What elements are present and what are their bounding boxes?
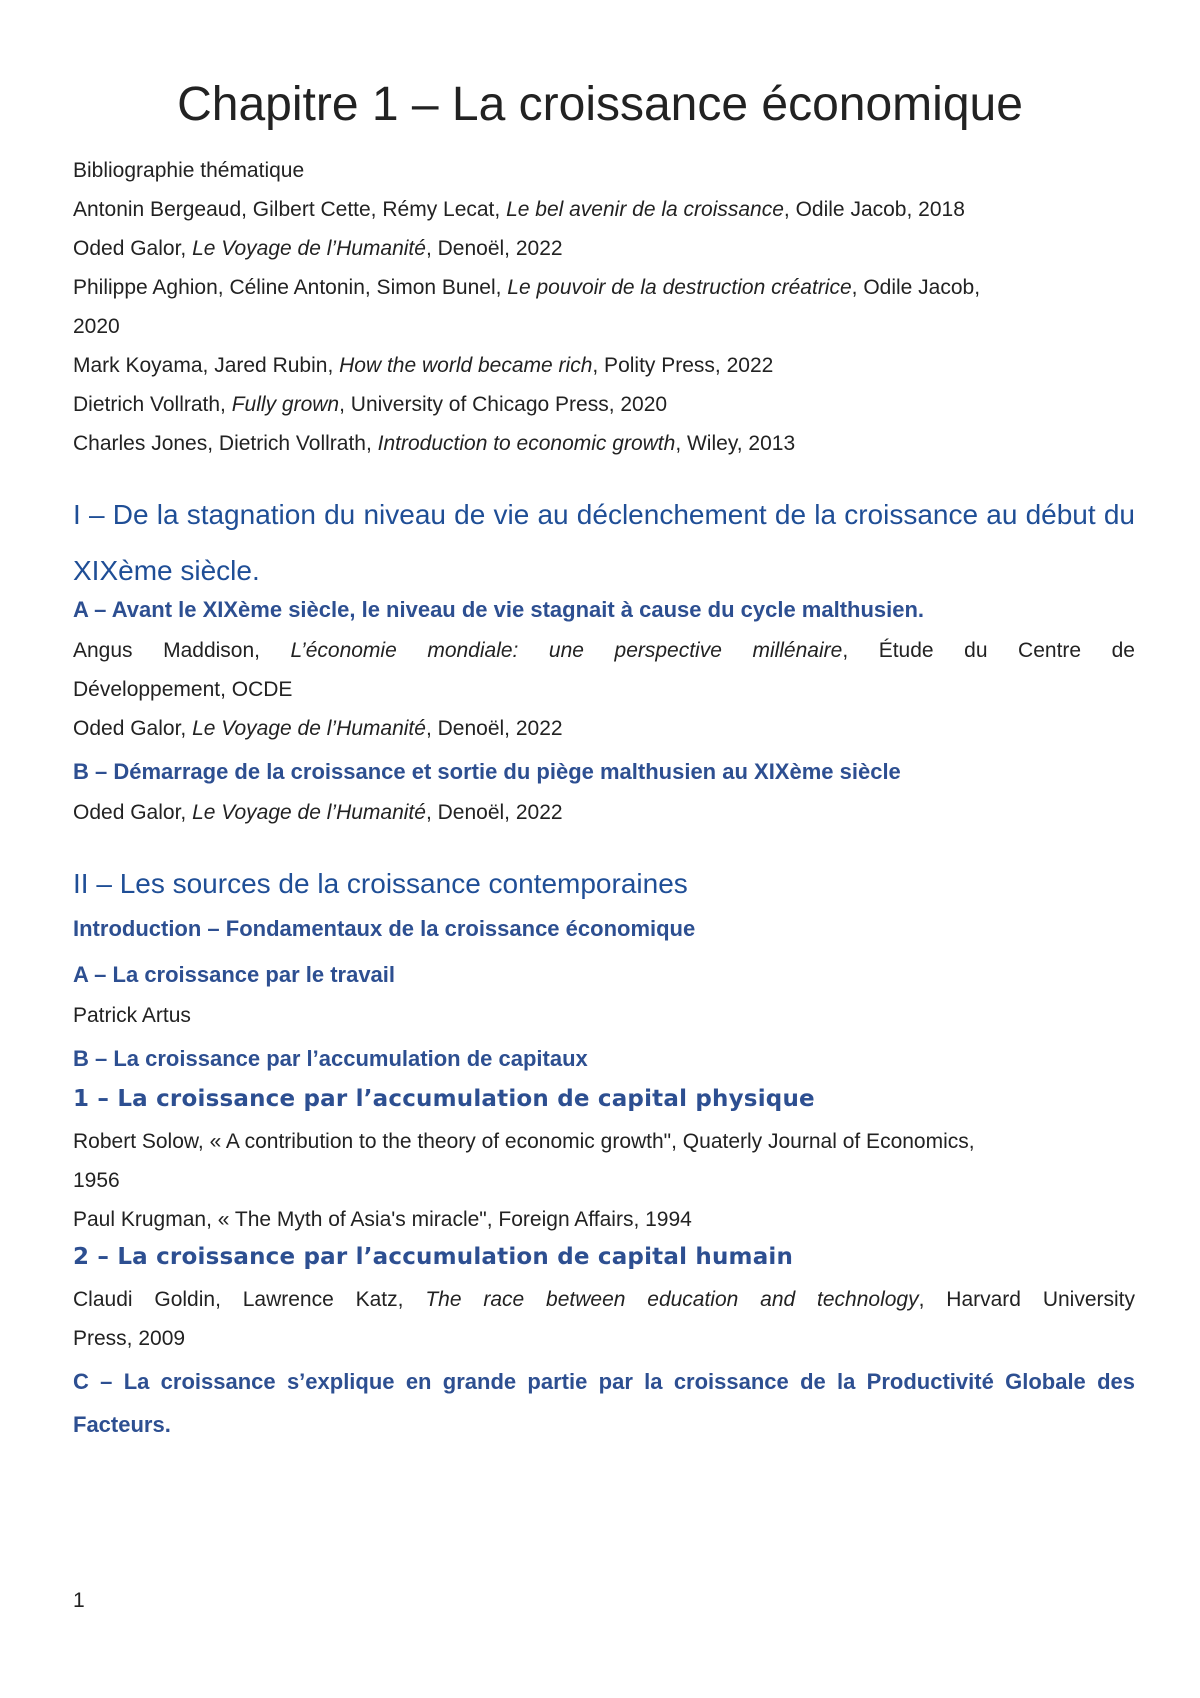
section-1b-ref: Oded Galor, Le Voyage de l’Humanité, Denoël, 2022 [73, 801, 563, 824]
section-1b-heading: B – Démarrage de la croissance et sortie du piège malthusien au XIXème siècle [73, 759, 901, 784]
section-2b-heading: B – La croissance par l’accumulation de capitaux [73, 1046, 588, 1071]
section-2b1-heading: 1 – La croissance par l’accumulation de capital physique [73, 1086, 815, 1112]
biblio-entry: Charles Jones, Dietrich Vollrath, Introduction to economic growth, Wiley, 2013 [73, 432, 796, 455]
section-1a-ref: Oded Galor, Le Voyage de l’Humanité, Denoël, 2022 [73, 717, 563, 740]
section-2-intro-heading: Introduction – Fondamentaux de la croissance économique [73, 916, 696, 941]
page-title: Chapitre 1 – La croissance économique [177, 78, 1023, 131]
section-2b2-ref-continuation: Press, 2009 [73, 1327, 186, 1350]
section-2b2-ref: Claudi Goldin, Lawrence Katz, The race between education and technology, Harvard University [73, 1288, 1135, 1311]
section-1a-ref-continuation: Développement, OCDE [73, 678, 293, 701]
biblio-entry-continuation: 2020 [73, 315, 120, 338]
bibliography-heading: Bibliographie thématique [73, 159, 305, 182]
biblio-entry: Antonin Bergeaud, Gilbert Cette, Rémy Lecat, Le bel avenir de la croissance, Odile Jacob, 2018 [73, 198, 965, 221]
section-2-heading: II – Les sources de la croissance contemporaines [73, 868, 688, 899]
section-2c-heading: C – La croissance s’explique en grande partie par la croissance de la Productivité Globale des Facteurs. [73, 1369, 1135, 1437]
section-2b2-heading: 2 – La croissance par l’accumulation de capital humain [73, 1244, 794, 1270]
biblio-entry: Dietrich Vollrath, Fully grown, University of Chicago Press, 2020 [73, 393, 668, 416]
section-2b1-ref: Paul Krugman, « The Myth of Asia's miracle", Foreign Affairs, 1994 [73, 1208, 692, 1231]
section-1-heading: I – De la stagnation du niveau de vie au déclenchement de la croissance au début du XIXème siècle. [73, 499, 1135, 586]
biblio-entry: Mark Koyama, Jared Rubin, How the world became rich, Polity Press, 2022 [73, 354, 774, 377]
section-1a-heading: A – Avant le XIXème siècle, le niveau de vie stagnait à cause du cycle malthusien. [73, 597, 925, 622]
section-2a-ref: Patrick Artus [73, 1004, 191, 1027]
section-2b1-ref: Robert Solow, « A contribution to the theory of economic growth", Quaterly Journal of Economics, [73, 1130, 975, 1153]
biblio-entry: Philippe Aghion, Céline Antonin, Simon Bunel, Le pouvoir de la destruction créatrice, Odile Jacob, [73, 276, 981, 299]
section-1a-ref: Angus Maddison, L’économie mondiale: une perspective millénaire, Étude du Centre de [73, 639, 1135, 662]
section-2a-heading: A – La croissance par le travail [73, 962, 396, 987]
page-number: 1 [73, 1589, 85, 1612]
section-2b1-ref-continuation: 1956 [73, 1169, 120, 1192]
biblio-entry: Oded Galor, Le Voyage de l’Humanité, Denoël, 2022 [73, 237, 563, 260]
